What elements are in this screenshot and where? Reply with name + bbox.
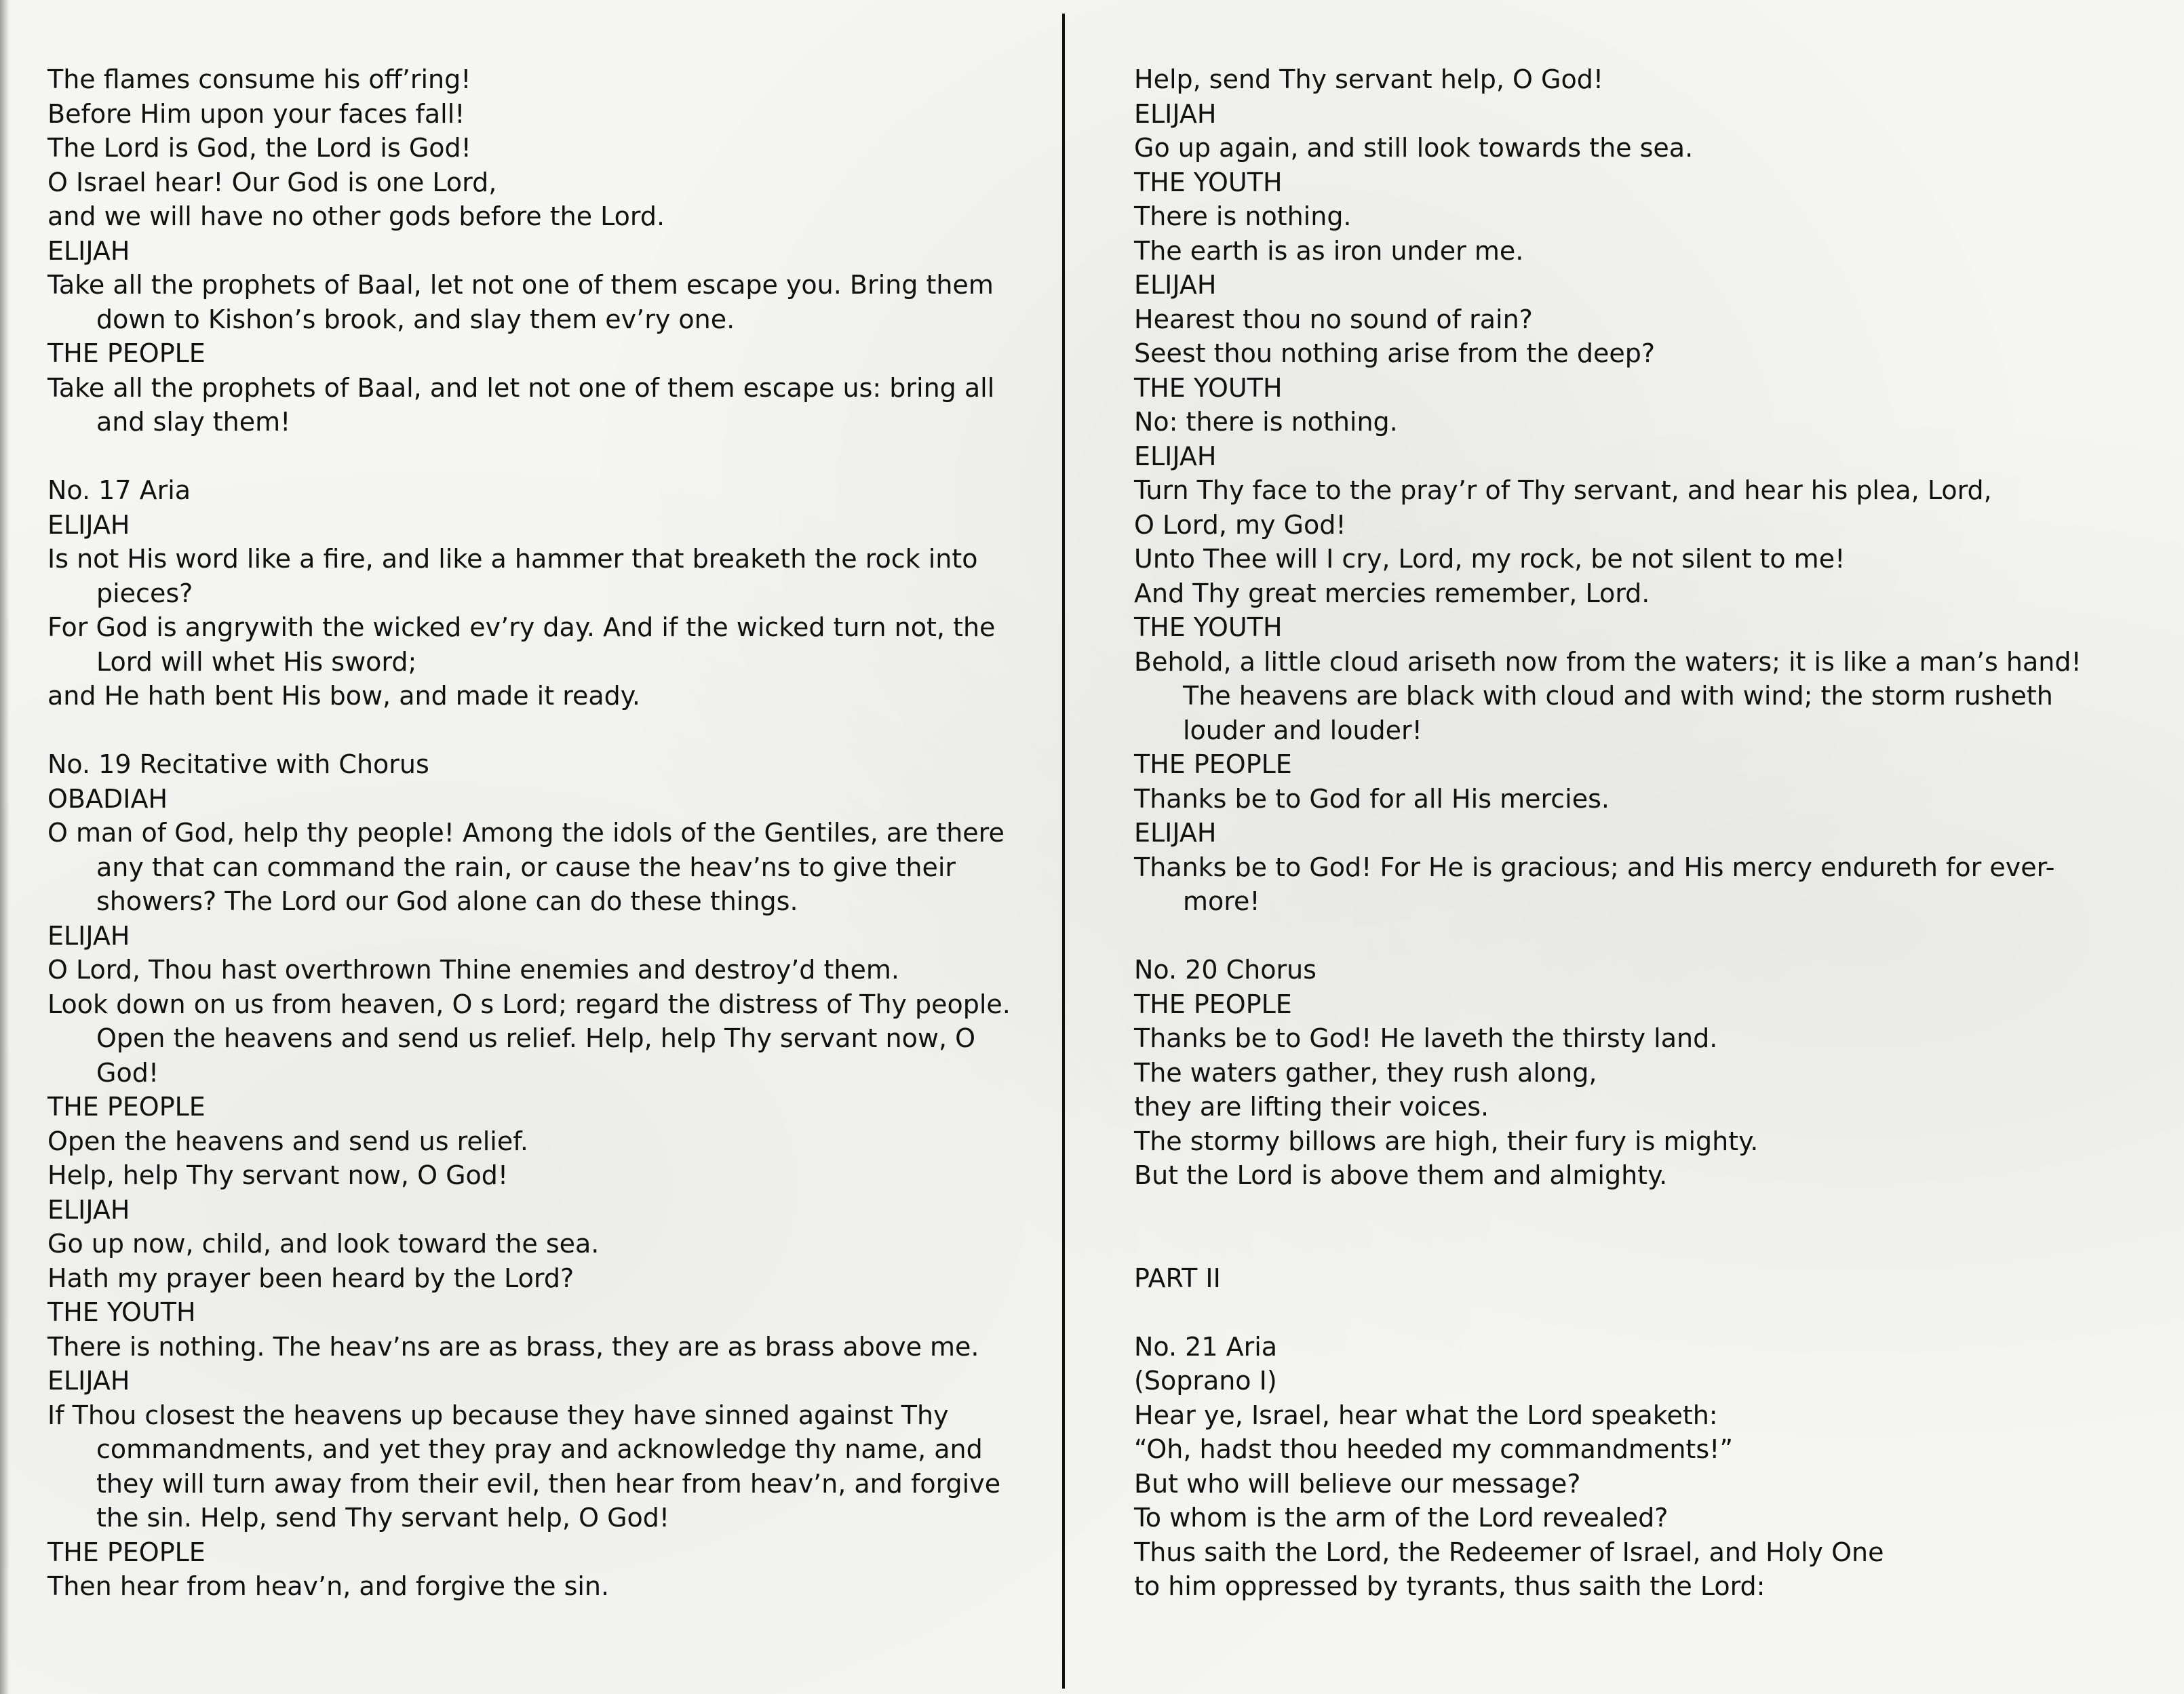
text-line: Is not His word like a fire, and like a hammer that breaketh the rock into xyxy=(47,544,978,574)
text-line: commandments, and yet they pray and acknowledge thy name, and xyxy=(96,1434,983,1464)
text-line: There is nothing. The heav’ns are as brass, they are as brass above me. xyxy=(47,1331,979,1362)
speaker-label: THE YOUTH xyxy=(47,1297,196,1327)
section-heading: No. 20 Chorus xyxy=(1134,955,1317,985)
speaker-label: ELIJAH xyxy=(47,1194,130,1225)
text-line: And Thy great mercies remember, Lord. xyxy=(1134,578,1650,608)
text-line: Go up now, child, and look toward the sea. xyxy=(47,1229,600,1259)
text-line: The flames consume his off’ring! xyxy=(47,64,471,94)
text-line: The heavens are black with cloud and with wind; the storm rusheth xyxy=(1183,681,2053,711)
text-line: Look down on us from heaven, O s Lord; regard the distress of Thy people. xyxy=(47,989,1011,1019)
text-line: Thus saith the Lord, the Redeemer of Israel, and Holy One xyxy=(1134,1537,1884,1567)
text-line: “Oh, hadst thou heeded my commandments!” xyxy=(1134,1434,1734,1464)
speaker-label: ELIJAH xyxy=(47,920,130,951)
speaker-label: ELIJAH xyxy=(47,235,130,266)
spacer xyxy=(1134,919,2050,953)
part-heading: PART II xyxy=(1134,1263,1221,1293)
text-line: Lord will whet His sword; xyxy=(96,646,417,677)
text-line: Take all the prophets of Baal, and let not one of them escape us: bring all xyxy=(47,372,995,403)
text-line: more! xyxy=(1183,886,1260,916)
text-line: Hath my prayer been heard by the Lord? xyxy=(47,1263,574,1293)
speaker-label: THE PEOPLE xyxy=(1134,749,1292,779)
section-heading: No. 19 Recitative with Chorus xyxy=(47,749,429,779)
text-line: Seest thou nothing arise from the deep? xyxy=(1134,338,1656,368)
text-line: O Israel hear! Our God is one Lord, xyxy=(47,167,497,197)
text-line: The stormy billows are high, their fury is mighty. xyxy=(1134,1126,1759,1156)
text-line: No: there is nothing. xyxy=(1134,407,1398,437)
text-line: Take all the prophets of Baal, let not one of them escape you. Bring them xyxy=(47,270,994,300)
text-line: Open the heavens and send us relief. Help, help Thy servant now, O xyxy=(96,1023,976,1053)
text-line: Thanks be to God for all His mercies. xyxy=(1134,783,1610,814)
text-line: O man of God, help thy people! Among the idols of the Gentiles, are there xyxy=(47,818,1005,848)
text-line: But who will believe our message? xyxy=(1134,1468,1581,1499)
center-fold-line xyxy=(1062,14,1065,1689)
speaker-label: ELIJAH xyxy=(1134,441,1217,471)
text-line: the sin. Help, send Thy servant help, O God! xyxy=(96,1503,670,1533)
voice-label: (Soprano I) xyxy=(1134,1366,1277,1396)
text-line: Thanks be to God! He laveth the thirsty land. xyxy=(1134,1023,1718,1053)
speaker-label: THE PEOPLE xyxy=(47,1537,206,1567)
text-line: down to Kishon’s brook, and slay them ev’ry one. xyxy=(96,304,735,334)
text-line: showers? The Lord our God alone can do these things. xyxy=(96,886,798,916)
text-line: Unto Thee will I cry, Lord, my rock, be not silent to me! xyxy=(1134,544,1846,574)
text-line: Open the heavens and send us relief. xyxy=(47,1126,528,1156)
page-edge-shadow xyxy=(0,0,9,1694)
text-line: For God is angrywith the wicked ev’ry day. And if the wicked turn not, the xyxy=(47,612,996,642)
text-line: louder and louder! xyxy=(1183,715,1422,745)
spacer xyxy=(1134,1295,2050,1330)
text-line: The waters gather, they rush along, xyxy=(1134,1057,1597,1088)
text-line: they will turn away from their evil, then hear from heav’n, and forgive xyxy=(96,1468,1001,1499)
text-line: But the Lord is above them and almighty. xyxy=(1134,1160,1668,1190)
right-page-text xyxy=(1134,62,2082,1604)
speaker-label: ELIJAH xyxy=(47,509,130,540)
spacer xyxy=(47,713,983,748)
text-line: Then hear from heav’n, and forgive the sin. xyxy=(47,1571,610,1601)
text-line: Hear ye, Israel, hear what the Lord speaketh: xyxy=(1134,1400,1718,1430)
text-line: and He hath bent His bow, and made it ready. xyxy=(47,681,640,711)
spacer xyxy=(1134,1193,2050,1261)
text-line: and we will have no other gods before the Lord. xyxy=(47,201,665,231)
spacer xyxy=(47,439,983,474)
speaker-label: ELIJAH xyxy=(47,1366,130,1396)
speaker-label: THE PEOPLE xyxy=(47,338,206,368)
text-line: Thanks be to God! For He is gracious; and His mercy endureth for ever- xyxy=(1134,852,2055,882)
left-page-text xyxy=(47,62,1011,1604)
text-line: Turn Thy face to the pray’r of Thy servant, and hear his plea, Lord, xyxy=(1134,475,1992,505)
text-line: they are lifting their voices. xyxy=(1134,1092,1489,1122)
text-line: any that can command the rain, or cause the heav’ns to give their xyxy=(96,852,956,882)
speaker-label: OBADIAH xyxy=(47,783,168,814)
speaker-label: THE YOUTH xyxy=(1134,372,1283,403)
speaker-label: THE PEOPLE xyxy=(1134,989,1292,1019)
text-line: O Lord, Thou hast overthrown Thine enemies and destroy’d them. xyxy=(47,955,899,985)
speaker-label: THE YOUTH xyxy=(1134,612,1283,642)
speaker-label: ELIJAH xyxy=(1134,818,1217,848)
text-line: Behold, a little cloud ariseth now from the waters; it is like a man’s hand! xyxy=(1134,646,2082,677)
text-line: and slay them! xyxy=(96,407,291,437)
speaker-label: ELIJAH xyxy=(1134,270,1217,300)
text-line: The Lord is God, the Lord is God! xyxy=(47,133,471,163)
text-line: There is nothing. xyxy=(1134,201,1352,231)
speaker-label: THE YOUTH xyxy=(1134,167,1283,197)
text-line: Go up again, and still look towards the sea. xyxy=(1134,133,1694,163)
section-heading: No. 17 Aria xyxy=(47,475,191,505)
text-line: Hearest thou no sound of rain? xyxy=(1134,304,1533,334)
text-line: Help, help Thy servant now, O God! xyxy=(47,1160,509,1190)
text-line: God! xyxy=(96,1057,159,1088)
text-line: The earth is as iron under me. xyxy=(1134,235,1524,266)
text-line: pieces? xyxy=(96,578,193,608)
text-line: O Lord, my God! xyxy=(1134,509,1346,540)
section-heading: No. 21 Aria xyxy=(1134,1331,1278,1362)
text-line: Help, send Thy servant help, O God! xyxy=(1134,64,1604,94)
text-line: Before Him upon your faces fall! xyxy=(47,98,465,129)
speaker-label: ELIJAH xyxy=(1134,98,1217,129)
text-line: If Thou closest the heavens up because they have sinned against Thy xyxy=(47,1400,949,1430)
text-line: To whom is the arm of the Lord revealed? xyxy=(1134,1503,1669,1533)
speaker-label: THE PEOPLE xyxy=(47,1092,206,1122)
text-line: to him oppressed by tyrants, thus saith the Lord: xyxy=(1134,1571,1766,1601)
